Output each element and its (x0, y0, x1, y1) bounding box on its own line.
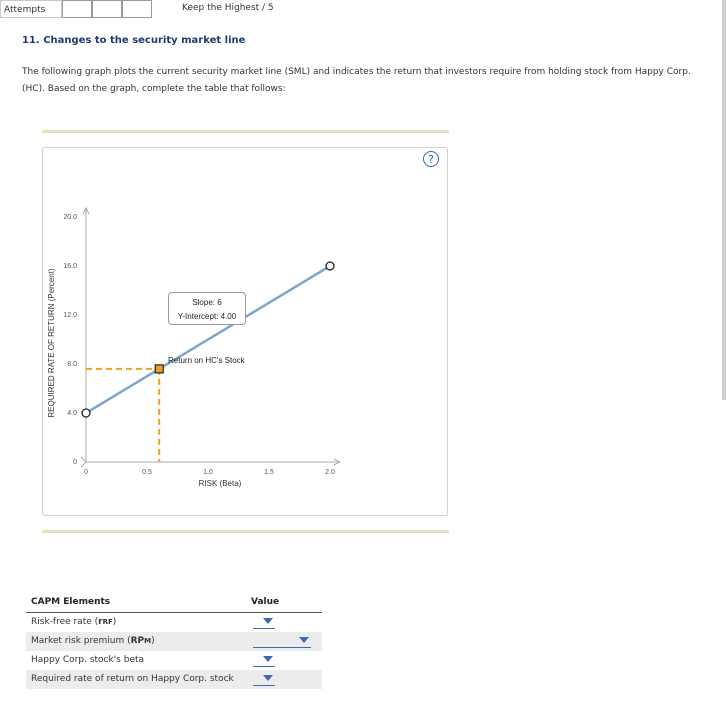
attempts-label: Attempts (0, 0, 62, 18)
origin-arrow (81, 457, 86, 467)
x-tick-label: 0.5 (142, 469, 152, 476)
x-tick-label: 1.0 (203, 469, 213, 476)
x-tick-label: 1.5 (264, 469, 274, 476)
x-tick-label: 0 (84, 469, 88, 476)
risk-free-rate-dropdown[interactable] (253, 615, 275, 629)
tooltip-intercept: Y-Intercept: 4.00 (177, 312, 237, 321)
sml-line (86, 266, 330, 413)
y-tick-label: 0 (73, 459, 77, 466)
capm-row-risk-free: Risk-free rate (rRF) (26, 613, 322, 632)
capm-row-beta: Happy Corp. stock's beta (26, 651, 322, 670)
top-divider (42, 130, 449, 133)
capm-row-market-risk-premium: Market risk premium (RPM) (26, 632, 322, 651)
attempt-box-3 (122, 0, 152, 18)
y-tick-label: 20.0 (63, 214, 77, 221)
y-tick-label: 12.0 (63, 312, 77, 319)
y-axis-label: REQUIRED RATE OF RETURN (Percent) (47, 268, 56, 418)
required-return-dropdown[interactable] (253, 672, 275, 686)
market-risk-premium-dropdown[interactable] (253, 634, 311, 648)
capm-header-value: Value (251, 597, 280, 607)
capm-header (26, 596, 322, 613)
sml-end-point (326, 262, 334, 270)
beta-dropdown[interactable] (253, 653, 275, 667)
capm-row-required-return: Required rate of return on Happy Corp. stock (26, 670, 322, 689)
page-scrollbar[interactable] (722, 0, 726, 400)
y-tick-label: 4.0 (67, 410, 77, 417)
hc-stock-point (155, 365, 163, 373)
top-bar (0, 0, 726, 20)
attempt-box-2 (92, 0, 122, 18)
capm-header-elements: CAPM Elements (31, 597, 111, 607)
tooltip-slope: Slope: 6 (192, 298, 222, 307)
y-tick-label: 8.0 (67, 361, 77, 368)
point-label: Return on HC's Stock (168, 356, 245, 365)
question-title: 11. Changes to the security market line (22, 35, 246, 46)
line-tooltip (168, 292, 246, 325)
attempt-box-1 (62, 0, 92, 18)
keep-highest-label: Keep the Highest / 5 (182, 3, 274, 13)
help-button[interactable]: ? (423, 151, 439, 167)
sml-start-point (82, 409, 90, 417)
question-intro: The following graph plots the current security market line (SML) and indicates the return that investors require from holding stock from Happy Corp. (HC). Based on the graph, complete the table that follows: (22, 67, 691, 94)
capm-table (26, 596, 322, 689)
y-tick-label: 16.0 (63, 263, 77, 270)
x-axis-label: RISK (Beta) (198, 479, 242, 488)
bottom-divider (42, 530, 449, 533)
sml-chart[interactable] (42, 147, 448, 516)
x-tick-label: 2.0 (325, 469, 335, 476)
